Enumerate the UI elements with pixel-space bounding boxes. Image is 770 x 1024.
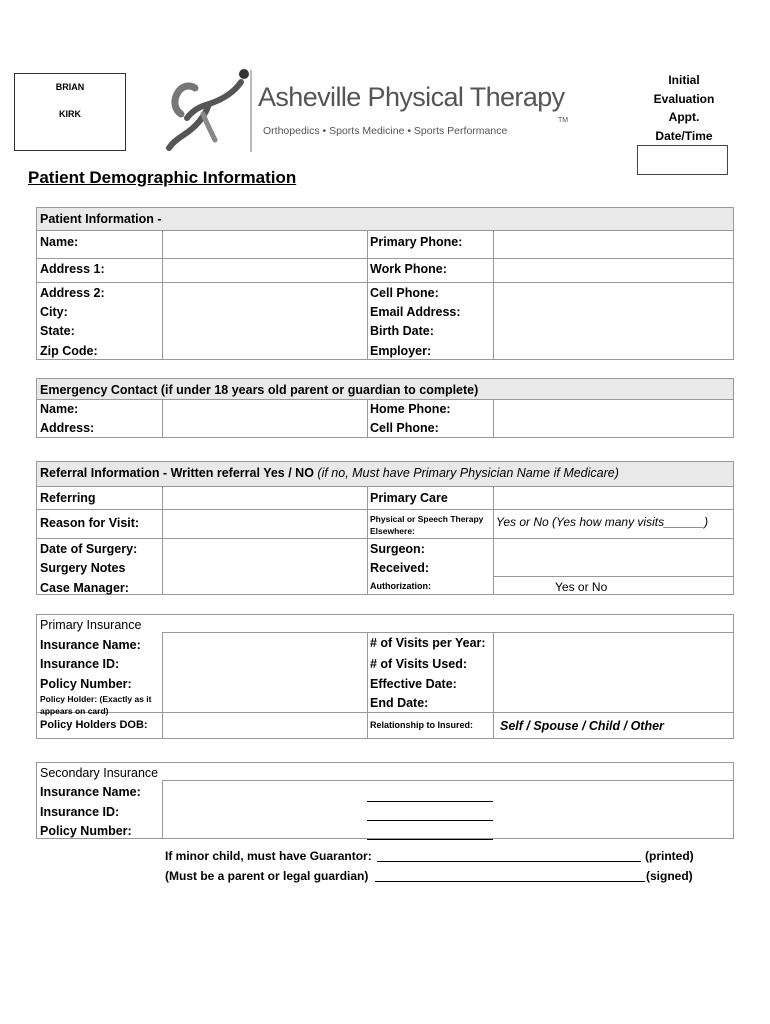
patient-first-name: BRIAN [55,82,85,92]
work-phone-field[interactable] [494,259,734,282]
secondary-id-underline [367,820,493,821]
secondary-insurance-id-label: Insurance ID: [40,805,120,819]
policy-holder-label [40,693,151,717]
authorization-answer[interactable]: Yes or No [555,580,608,594]
cell-phone-label: Cell Phone: [370,286,439,300]
employer-label: Employer: [370,344,432,358]
referral-heading [40,466,619,480]
end-date-label: End Date: [370,696,429,710]
emergency-name-label: Name: [40,402,79,416]
case-manager-label: Case Manager: [40,581,129,595]
pt-elsewhere-label [370,513,483,537]
policy-holder-line: appears on card) [40,706,109,716]
surgery-notes-label: Surgery Notes [40,561,126,575]
policy-number-label: Policy Number: [40,677,132,691]
visits-year-label: # of Visits per Year: [370,636,486,650]
visits-block-field[interactable] [494,633,734,712]
initial-eval-line: Initial [668,73,700,87]
pt-elsewhere-answer[interactable]: Yes or No (Yes how many visits______) [496,515,709,529]
secondary-policy-underline [367,839,493,840]
visits-used-label: # of Visits Used: [370,657,468,671]
primary-care-label: Primary Care [370,491,448,505]
secondary-policy-number-label: Policy Number: [40,824,132,838]
initial-eval-label [628,71,740,145]
surgeon-label: Surgeon: [370,542,425,556]
guarantor-signed-suffix: (signed) [646,869,693,883]
emergency-heading: Emergency Contact (if under 18 years old parent or guardian to complete) [40,383,479,397]
reason-label: Reason for Visit: [40,516,140,530]
secondary-name-underline [367,801,493,802]
insurance-id-label: Insurance ID: [40,657,120,671]
address1-field[interactable] [163,259,367,282]
page-title: Patient Demographic Information [28,168,297,187]
referral-heading-note: (if no, Must have Primary Physician Name if Medicare) [317,466,619,480]
logo-tagline: Orthopedics • Sports Medicine • Sports Performance [263,125,508,137]
primary-phone-label: Primary Phone: [370,235,463,249]
guarantor-signed-line[interactable] [375,881,645,882]
secondary-insurance-heading: Secondary Insurance [40,766,159,780]
received-label: Received: [370,561,430,575]
patient-last-name: KIRK [59,109,81,119]
initial-eval-line: Date/Time [655,128,713,143]
pt-elsewhere-line: Elsewhere: [370,526,415,536]
email-label: Email Address: [370,305,461,319]
policy-dob-label: Policy Holders DOB: [40,719,148,731]
primary-care-field[interactable] [494,487,734,509]
secondary-insurance-name-label: Insurance Name: [40,785,141,799]
logo-name: Asheville Physical Therapy [258,82,565,112]
address2-label: Address 2: [40,286,105,300]
patient-info-table [36,207,734,360]
policy-holder-line: Policy Holder: (Exactly as it [40,694,152,704]
initial-eval-line: Appt. [668,110,700,124]
pt-elsewhere-line: Physical or Speech Therapy [370,514,484,524]
referral-heading-main: Referral Information - Written referral Yes / NO [40,466,314,480]
work-phone-label: Work Phone: [370,262,447,276]
patient-name-field[interactable] [163,231,367,258]
policy-dob-field[interactable] [163,713,367,739]
state-label: State: [40,324,75,338]
insurance-name-label: Insurance Name: [40,638,141,652]
guarantor-printed-suffix: (printed) [645,849,694,863]
primary-insurance-block-field[interactable] [163,633,367,712]
referring-field[interactable] [163,487,367,509]
secondary-insurance-table [36,762,734,839]
relationship-answer[interactable]: Self / Spouse / Child / Other [500,719,664,733]
relationship-label: Relationship to Insured: [370,720,474,730]
referral-table [36,461,734,595]
primary-insurance-heading: Primary Insurance [40,618,142,632]
effective-date-label: Effective Date: [370,677,457,691]
surgery-block-field[interactable] [163,539,367,595]
appt-datetime-field[interactable] [637,145,728,175]
emergency-phone-field[interactable] [494,400,734,438]
zip-label: Zip Code: [40,344,98,358]
name-label: Name: [40,235,79,249]
address1-label: Address 1: [40,262,105,276]
emergency-cell-label: Cell Phone: [370,421,439,435]
secondary-insurance-field[interactable] [163,781,734,839]
primary-phone-field[interactable] [494,231,734,258]
emergency-name-address-field[interactable] [163,400,367,438]
referring-label: Referring [40,491,96,505]
initial-eval-line: Evaluation [653,91,715,106]
runner-logo-icon [163,68,253,152]
primary-insurance-table [36,614,734,739]
authorization-label: Authorization: [370,581,431,591]
emergency-contact-table [36,378,734,438]
city-label: City: [40,305,68,319]
guarantor-signed-label: (Must be a parent or legal guardian) [165,869,369,883]
contact-block-field[interactable] [494,283,734,360]
surgeon-received-field[interactable] [494,539,734,576]
address-block-field[interactable] [163,283,367,360]
reason-field[interactable] [163,510,367,538]
birth-date-label: Birth Date: [370,324,434,338]
home-phone-label: Home Phone: [370,402,451,416]
surgery-date-label: Date of Surgery: [40,542,138,556]
emergency-address-label: Address: [40,421,95,435]
patient-name-box [14,73,126,151]
patient-info-heading: Patient Information - [40,212,162,226]
guarantor-printed-label: If minor child, must have Guarantor: [165,849,372,863]
guarantor-printed-line[interactable] [377,861,641,862]
logo-trademark: TM [558,117,569,124]
